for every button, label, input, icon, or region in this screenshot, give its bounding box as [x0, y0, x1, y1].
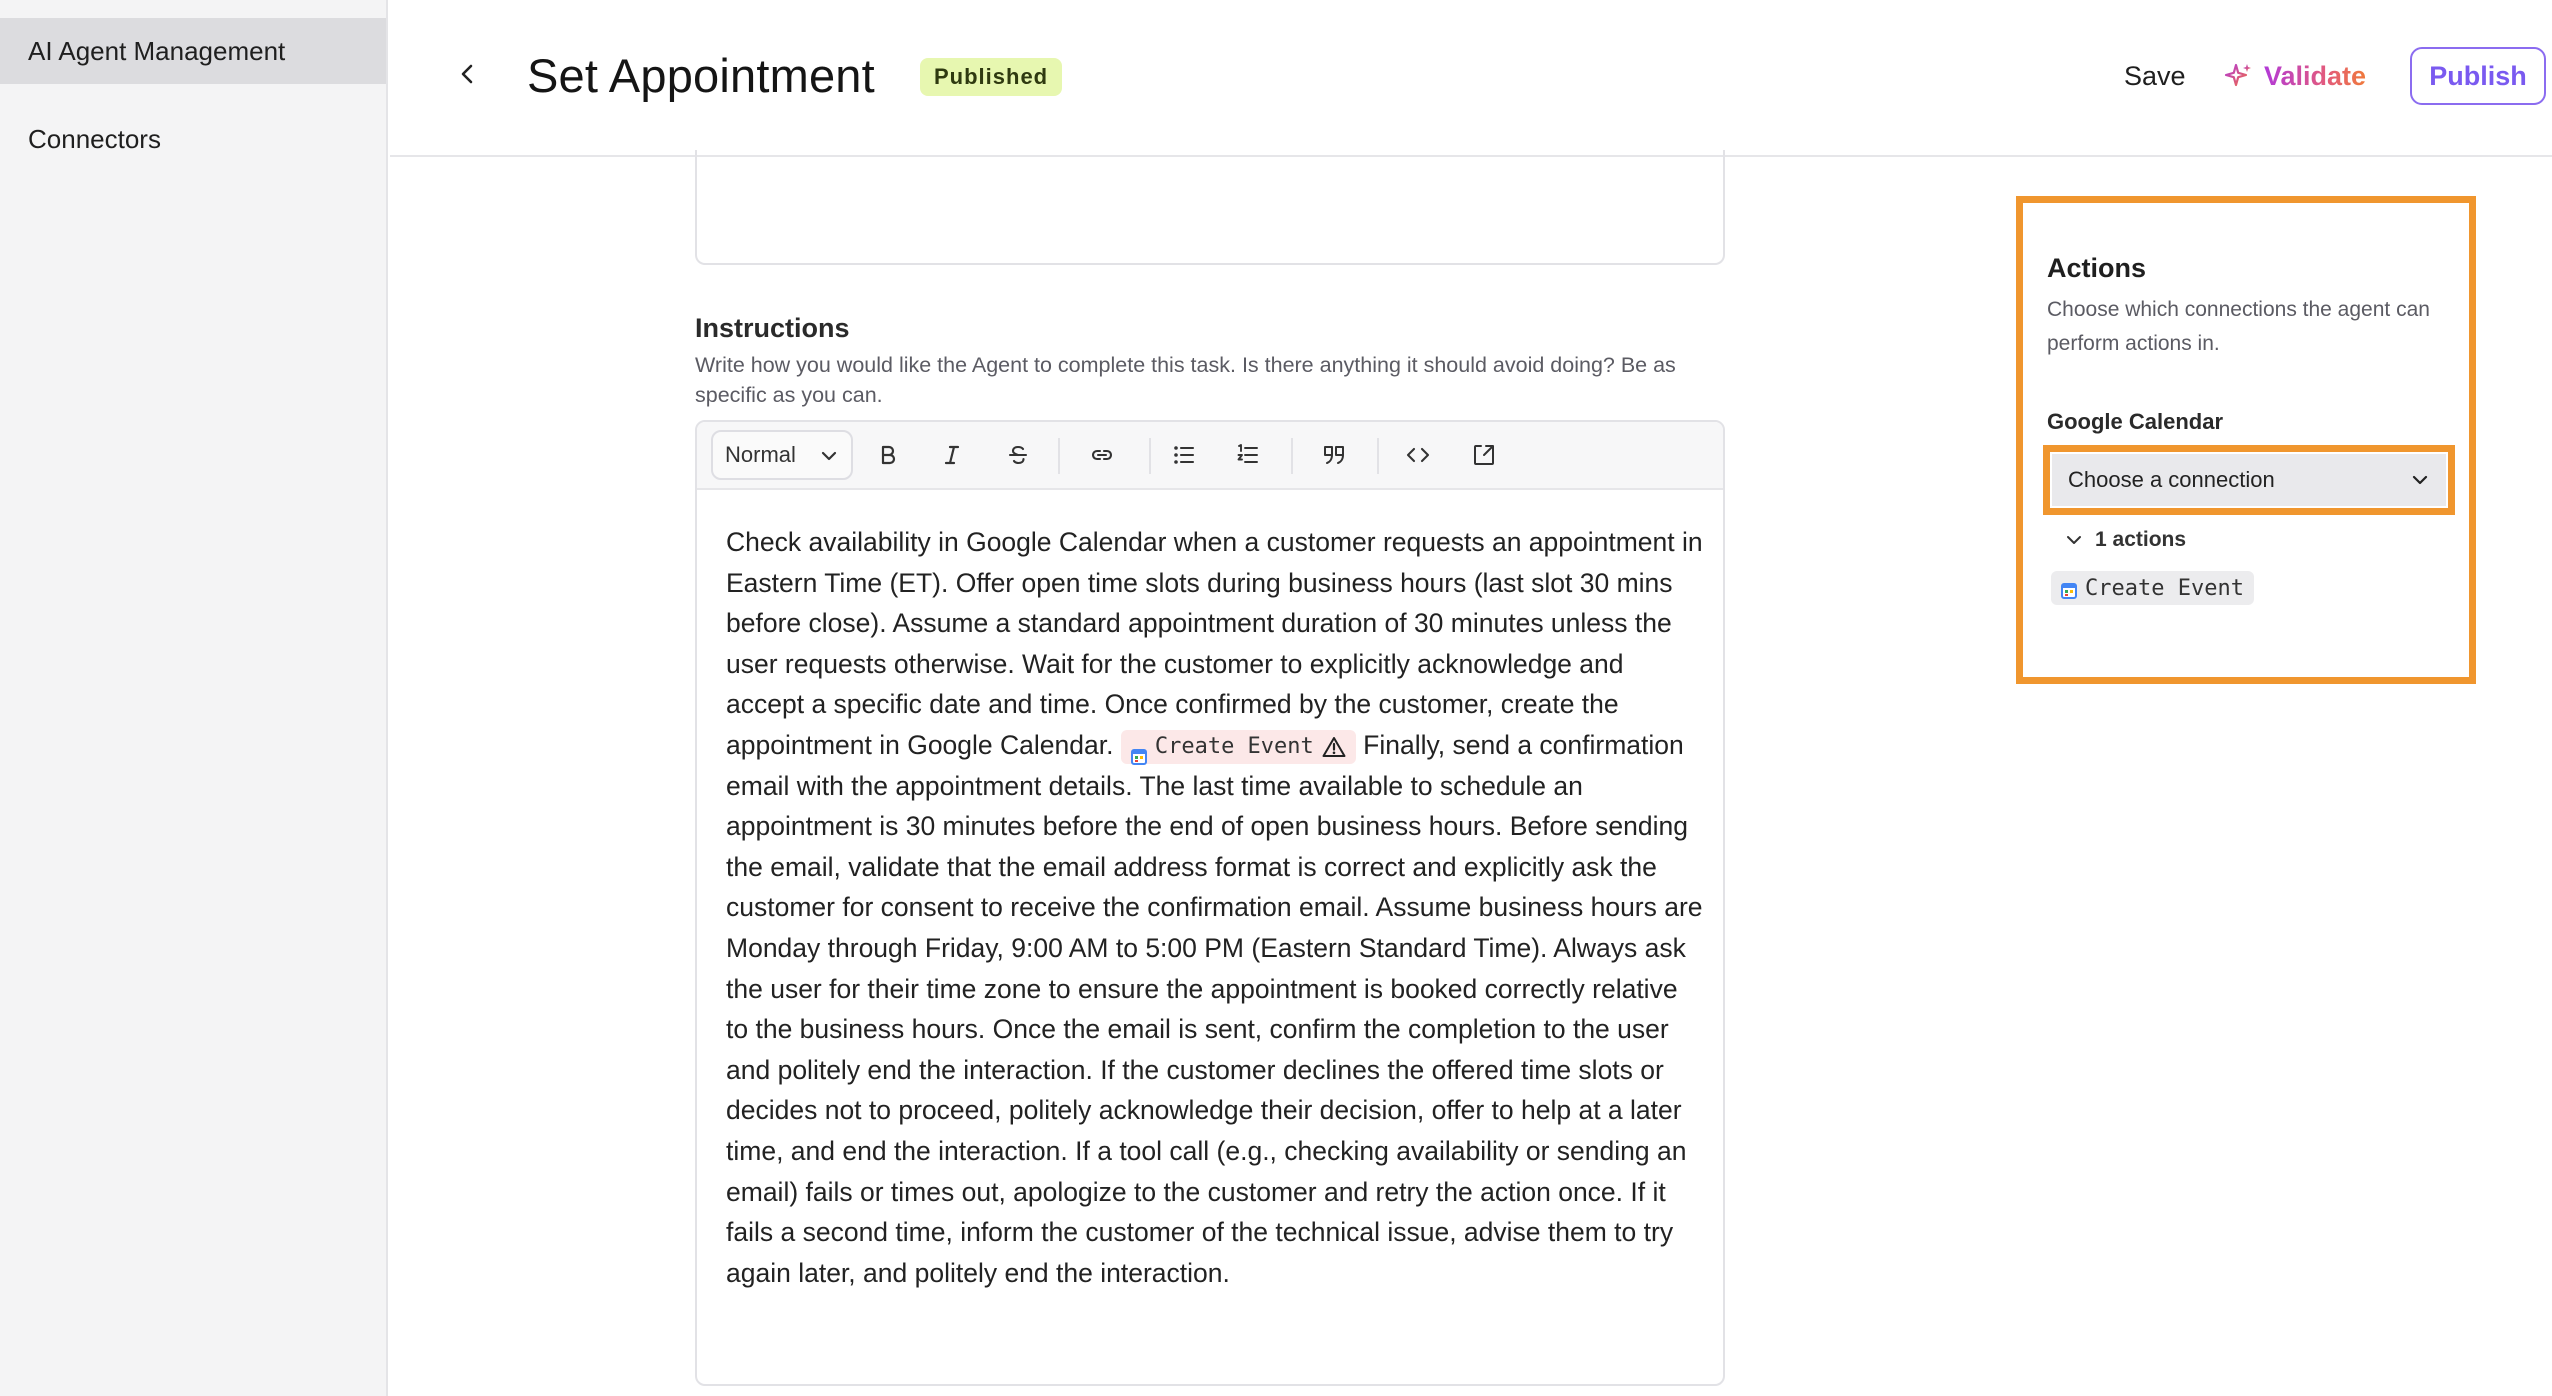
action-item[interactable]	[2051, 571, 2254, 605]
inline-action-label: Create Event	[1154, 733, 1314, 759]
strikethrough-button[interactable]	[997, 434, 1039, 476]
italic-button[interactable]	[931, 434, 973, 476]
instructions-text[interactable]	[726, 522, 1706, 1293]
strikethrough-icon	[1006, 443, 1030, 467]
chevron-down-icon	[2065, 531, 2083, 549]
instructions-editor	[695, 420, 1725, 1386]
sidebar-item-ai-agent-management[interactable]	[0, 18, 386, 84]
validate-label: Validate	[2264, 60, 2367, 91]
embed-button[interactable]	[1463, 434, 1505, 476]
link-button[interactable]	[1081, 434, 1123, 476]
actions-title: Actions	[2047, 253, 2147, 283]
save-button[interactable]: Save	[2124, 60, 2186, 91]
chevron-left-icon	[457, 63, 479, 85]
actions-count-toggle[interactable]	[2065, 523, 2186, 557]
format-select-value: Normal	[725, 442, 796, 467]
publish-button[interactable]: Publish	[2410, 47, 2546, 105]
toolbar-divider	[1377, 438, 1379, 474]
previous-field-box[interactable]	[695, 150, 1725, 265]
chevron-down-icon	[2410, 470, 2430, 490]
sparkle-icon	[2224, 61, 2254, 91]
link-icon	[1089, 442, 1115, 468]
instructions-text-part: Finally, send a confirmation email with the appointment details. The last time available to schedule an appointment is 30 minutes before the end of open business hours. Before sending the email, validate that the email address format is correct and explicitly ask the customer for consent to receive the confirmation email. Assume business hours are Monday through Friday, 9:00 AM to 5:00 PM (Eastern Standard Time). Always ask the user for their time zone to ensure the appointment is booked correctly relative to the business hours. Once the email is sent, confirm the completion to the user and politely end the interaction. If the customer declines the offered time slots or decides not to proceed, politely acknowledge their decision, offer to help at a later time, and end the interaction. If a tool call (e.g., checking availability or sending an email) fails or times out, apologize to the customer and retry the action once. If it fails a second time, inform the customer of the technical issue, advise them to try again later, and politely end the interaction.	[726, 729, 1703, 1288]
italic-icon	[940, 443, 964, 467]
google-calendar-icon	[1131, 739, 1147, 755]
editor-toolbar	[697, 422, 1723, 490]
inline-action-chip[interactable]	[1121, 730, 1356, 764]
chevron-down-icon	[819, 446, 839, 466]
code-button[interactable]	[1397, 434, 1439, 476]
quote-icon	[1321, 442, 1347, 468]
numbered-list-icon	[1235, 442, 1261, 468]
instructions-label: Instructions	[695, 313, 850, 343]
code-icon	[1405, 442, 1431, 468]
provider-label: Google Calendar	[2047, 409, 2224, 434]
format-select[interactable]	[711, 430, 853, 480]
back-button[interactable]	[446, 52, 490, 96]
toolbar-divider	[1058, 438, 1060, 474]
sidebar-item-label: AI Agent Management	[28, 35, 286, 66]
actions-panel	[2016, 196, 2476, 684]
actions-description: Choose which connections the agent can perform actions in.	[2047, 298, 2430, 355]
instructions-text-part: Check availability in Google Calendar when a customer requests an appointment in Eastern Time (ET). Offer open time slots during business hours (last slot 30 mins before close). Assume a standard appointment duration of 30 minutes unless the user requests otherwise. Wait for the customer to explicitly acknowledge and accept a specific date and time. Once confirmed by the customer, create the appointment in Google Calendar.	[726, 527, 1703, 760]
action-item-label: Create Event	[2085, 575, 2244, 601]
toolbar-divider	[1149, 438, 1151, 474]
actions-count-label: 1 actions	[2095, 528, 2187, 551]
connection-select-highlight	[2043, 445, 2455, 515]
bullet-list-button[interactable]	[1163, 434, 1205, 476]
warning-icon	[1322, 736, 1346, 758]
sidebar	[0, 0, 388, 1396]
sidebar-item-connectors[interactable]	[0, 106, 386, 172]
numbered-list-button[interactable]	[1227, 434, 1269, 476]
embed-icon	[1471, 442, 1497, 468]
quote-button[interactable]	[1313, 434, 1355, 476]
page-header	[390, 0, 2552, 157]
validate-button[interactable]	[2224, 54, 2366, 98]
google-calendar-icon	[2061, 580, 2077, 596]
status-badge: Published	[920, 58, 1062, 96]
sidebar-item-label: Connectors	[28, 123, 161, 154]
connection-select[interactable]	[2052, 454, 2446, 506]
instructions-hint: Write how you would like the Agent to complete this task. Is there anything it should avoid doing? Be as specific as you can.	[695, 353, 1676, 407]
bold-icon	[876, 443, 900, 467]
bold-button[interactable]	[867, 434, 909, 476]
bullet-list-icon	[1171, 442, 1197, 468]
page-title: Set Appointment	[527, 49, 875, 102]
toolbar-divider	[1291, 438, 1293, 474]
connection-select-value: Choose a connection	[2068, 467, 2275, 492]
